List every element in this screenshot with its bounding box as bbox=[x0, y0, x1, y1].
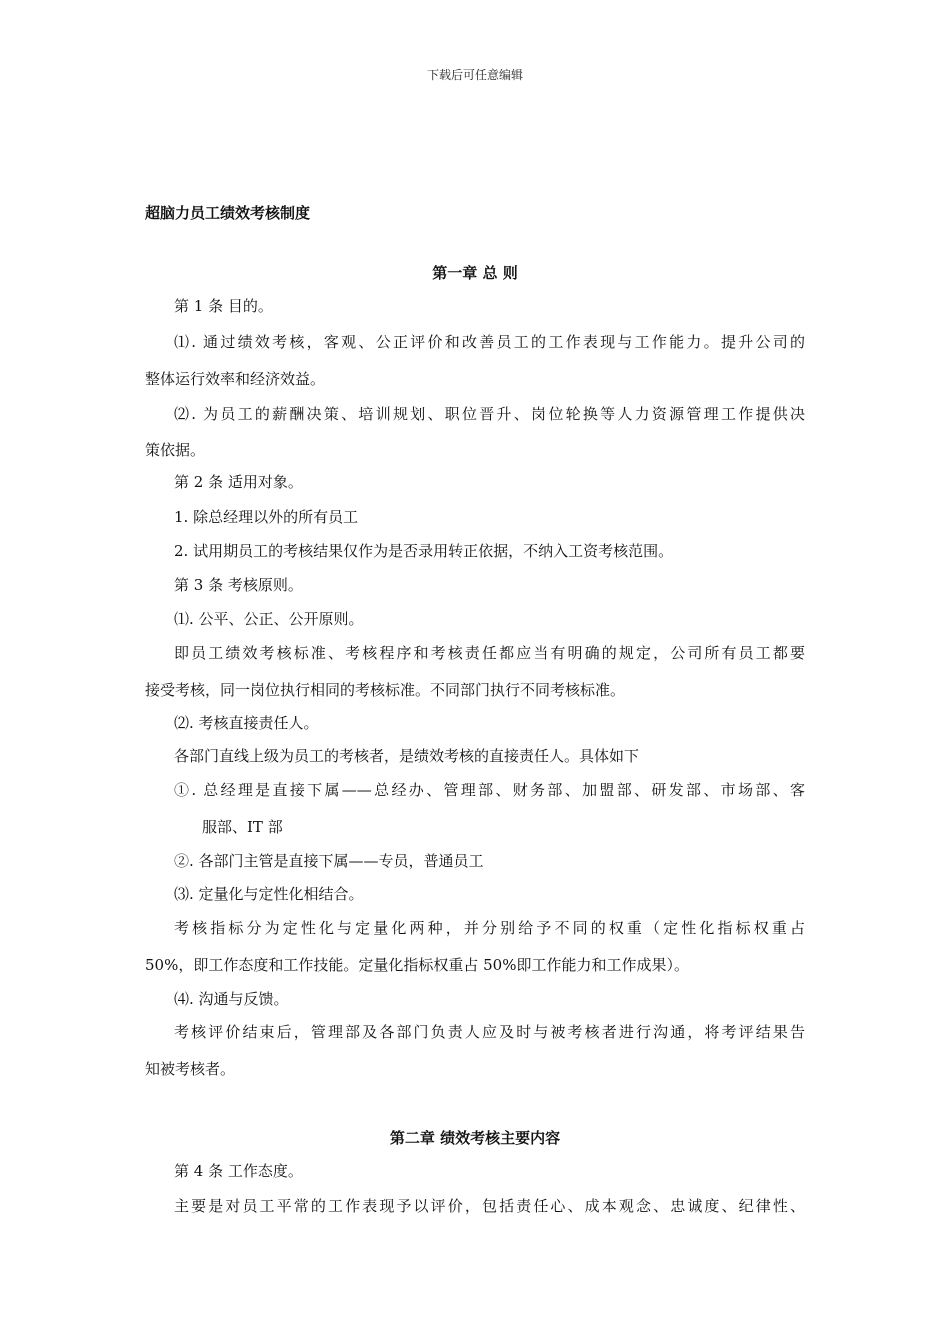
chapter-2-heading: 第二章 绩效考核主要内容 bbox=[389, 1129, 561, 1147]
document-title: 超脑力员工绩效考核制度 bbox=[145, 204, 311, 222]
paragraph-line: ⑴. 公平、公正、公开原则。 bbox=[174, 610, 364, 628]
paragraph-line: ⑵. 考核直接责任人。 bbox=[174, 714, 319, 732]
paragraph-line: 50%，即工作态度和工作技能。定量化指标权重占 50%即工作能力和工作成果）。 bbox=[145, 956, 689, 974]
paragraph-line: 即员工绩效考核标准、考核程序和考核责任都应当有明确的规定，公司所有员工都要 bbox=[174, 644, 805, 662]
paragraph-line: 各部门直线上级为员工的考核者，是绩效考核的直接责任人。具体如下 bbox=[174, 747, 640, 765]
paragraph-line: 策依据。 bbox=[145, 441, 206, 459]
paragraph-line: ⑷. 沟通与反馈。 bbox=[174, 990, 289, 1008]
article-2: 第 2 条 适用对象。 bbox=[174, 473, 303, 491]
article-4: 第 4 条 工作态度。 bbox=[174, 1162, 303, 1180]
article-3: 第 3 条 考核原则。 bbox=[174, 576, 303, 594]
paragraph-line: 知被考核者。 bbox=[145, 1060, 236, 1078]
header-note: 下载后可任意编辑 bbox=[426, 68, 523, 82]
paragraph-line: ⑶. 定量化与定性化相结合。 bbox=[174, 885, 364, 903]
list-item: 2. 试用期员工的考核结果仅作为是否录用转正依据，不纳入工资考核范围。 bbox=[174, 542, 674, 560]
paragraph-line: ⑴. 通过绩效考核，客观、公正评价和改善员工的工作表现与工作能力。提升公司的 bbox=[174, 333, 805, 351]
paragraph-line: ⑵. 为员工的薪酬决策、培训规划、职位晋升、岗位轮换等人力资源管理工作提供决 bbox=[174, 405, 805, 423]
paragraph-line: 主要是对员工平常的工作表现予以评价，包括责任心、成本观念、忠诚度、纪律性、 bbox=[174, 1197, 805, 1215]
list-item: 1. 除总经理以外的所有员工 bbox=[174, 508, 359, 526]
chapter-1-heading: 第一章 总 则 bbox=[432, 264, 518, 282]
paragraph-line: 整体运行效率和经济效益。 bbox=[145, 370, 326, 388]
paragraph-line: 考核指标分为定性化与定量化两种，并分别给予不同的权重（定性化指标权重占 bbox=[174, 919, 805, 937]
list-item: ②. 各部门主管是直接下属——专员，普通员工 bbox=[174, 852, 484, 870]
list-item: ①. 总经理是直接下属——总经办、管理部、财务部、加盟部、研发部、市场部、客 bbox=[174, 781, 805, 799]
paragraph-line: 接受考核，同一岗位执行相同的考核标准。不同部门执行不同考核标准。 bbox=[145, 681, 626, 699]
paragraph-line: 考核评价结束后，管理部及各部门负责人应及时与被考核者进行沟通，将考评结果告 bbox=[174, 1023, 805, 1041]
list-item-continuation: 服部、IT 部 bbox=[202, 818, 283, 836]
article-1: 第 1 条 目的。 bbox=[174, 297, 273, 315]
